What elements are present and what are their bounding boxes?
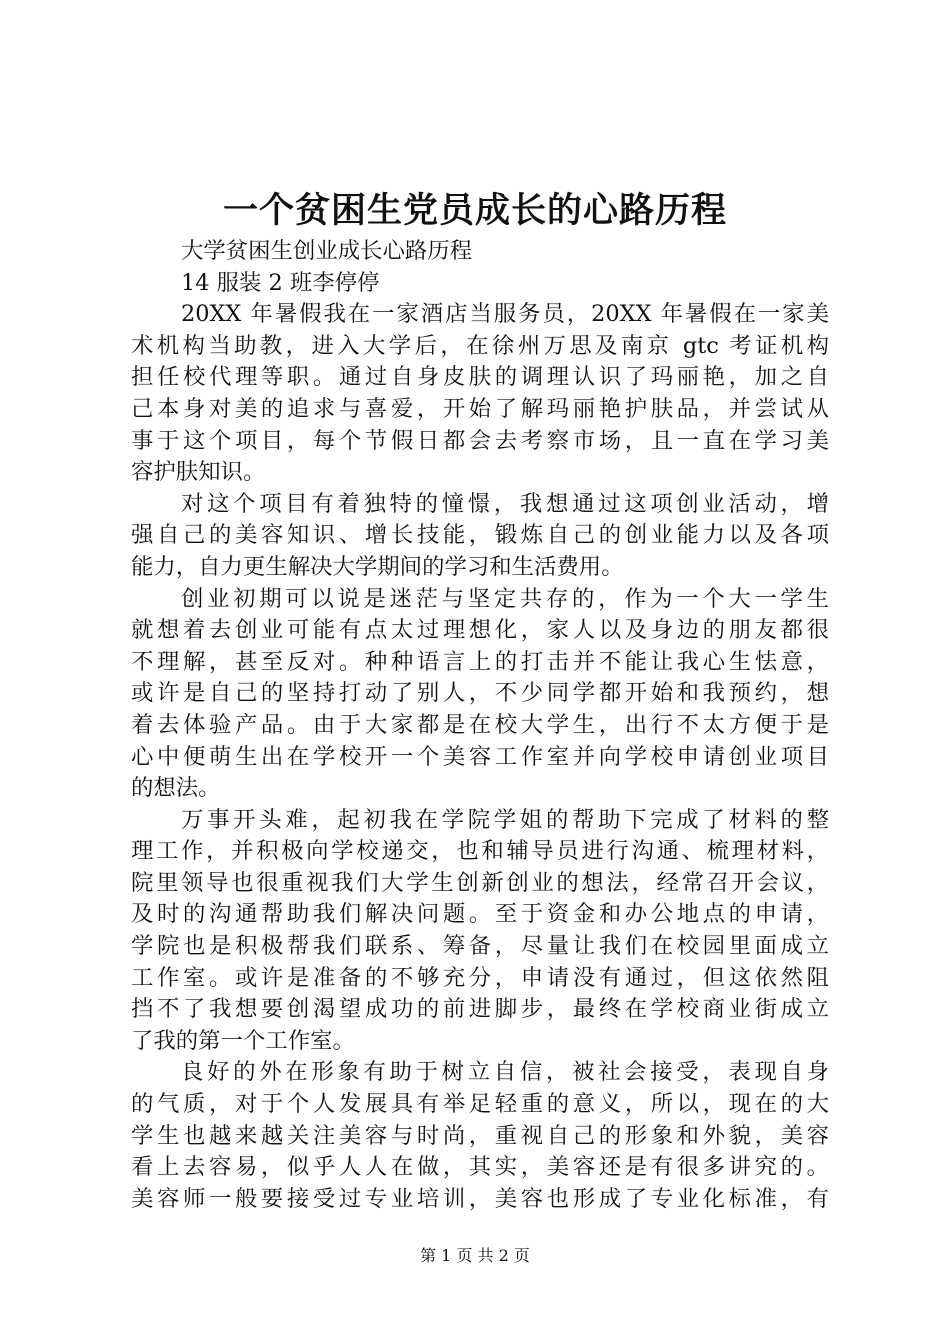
text-line: 看上去容易，似乎人人在做，其实，美容还是有很多讲究的。: [131, 1154, 829, 1181]
text-line: 20XX 年暑假我在一家酒店当服务员，20XX 年暑假在一家美: [181, 301, 829, 328]
text-line: 良好的外在形象有助于树立自信，被社会接受，表现自身: [181, 1059, 829, 1086]
page-footer: 第 1 页 共 2 页: [420, 1246, 530, 1265]
text-line: 理工作，并积极向学校递交，也和辅导员进行沟通、梳理材料，: [131, 838, 829, 865]
text-line: 担任校代理等职。通过自身皮肤的调理认识了玛丽艳，加之自: [131, 364, 829, 391]
text-line: 及时的沟通帮助我们解决问题。至于资金和办公地点的申请，: [131, 901, 829, 928]
text-line: 能力，自力更生解决大学期间的学习和生活费用。: [131, 553, 624, 580]
text-line: 不理解，甚至反对。种种语言上的打击并不能让我心生怯意，: [131, 648, 829, 675]
document-title: 一个贫困生党员成长的心路历程: [222, 190, 727, 231]
text-line: 术机构当助教，进入大学后，在徐州万思及南京 gtc 考证机构: [131, 332, 829, 359]
text-line: 万事开头难，起初我在学院学姐的帮助下完成了材料的整: [181, 806, 829, 833]
text-line: 学生也越来越关注美容与时尚，重视自己的形象和外貌，美容: [131, 1122, 829, 1149]
document-body: [131, 236, 829, 1215]
text-line: 的想法。: [131, 775, 221, 802]
text-line: 心中便萌生出在学校开一个美容工作室并向学校申请创业项目: [131, 743, 829, 770]
text-line: 挡不了我想要创渴望成功的前进脚步，最终在学校商业街成立: [131, 996, 829, 1023]
text-line: 14 服装 2 班李停停: [181, 269, 380, 296]
text-line: 或许是自己的坚持打动了别人，不少同学都开始和我预约，想: [131, 680, 829, 707]
text-line: 己本身对美的追求与喜爱，开始了解玛丽艳护肤品，并尝试从: [131, 395, 829, 422]
text-line: 学院也是积极帮我们联系、筹备，尽量让我们在校园里面成立: [131, 933, 829, 960]
text-line: 强自己的美容知识、增长技能，锻炼自己的创业能力以及各项: [131, 522, 829, 549]
text-line: 的气质，对于个人发展具有举足轻重的意义，所以，现在的大: [131, 1091, 829, 1118]
text-line: 着去体验产品。由于大家都是在校大学生，出行不太方便于是: [131, 711, 829, 738]
text-line: 事于这个项目，每个节假日都会去考察市场，且一直在学习美: [131, 427, 829, 454]
text-line: 大学贫困生创业成长心路历程: [181, 238, 473, 264]
text-line: 工作室。或许是准备的不够充分，申请没有通过，但这依然阻: [131, 964, 829, 991]
text-line: 对这个项目有着独特的憧憬，我想通过这项创业活动，增: [181, 490, 829, 517]
text-line: 院里领导也很重视我们大学生创新创业的想法，经常召开会议，: [131, 869, 829, 896]
text-line: 就想着去创业可能有点太过理想化，家人以及身边的朋友都很: [131, 617, 829, 644]
text-line: 美容师一般要接受过专业培训，美容也形成了专业化标准，有: [131, 1185, 829, 1212]
text-line: 容护肤知识。: [131, 459, 266, 486]
text-line: 了我的第一个工作室。: [131, 1027, 355, 1054]
text-line: 创业初期可以说是迷茫与坚定共存的，作为一个大一学生: [181, 585, 829, 612]
